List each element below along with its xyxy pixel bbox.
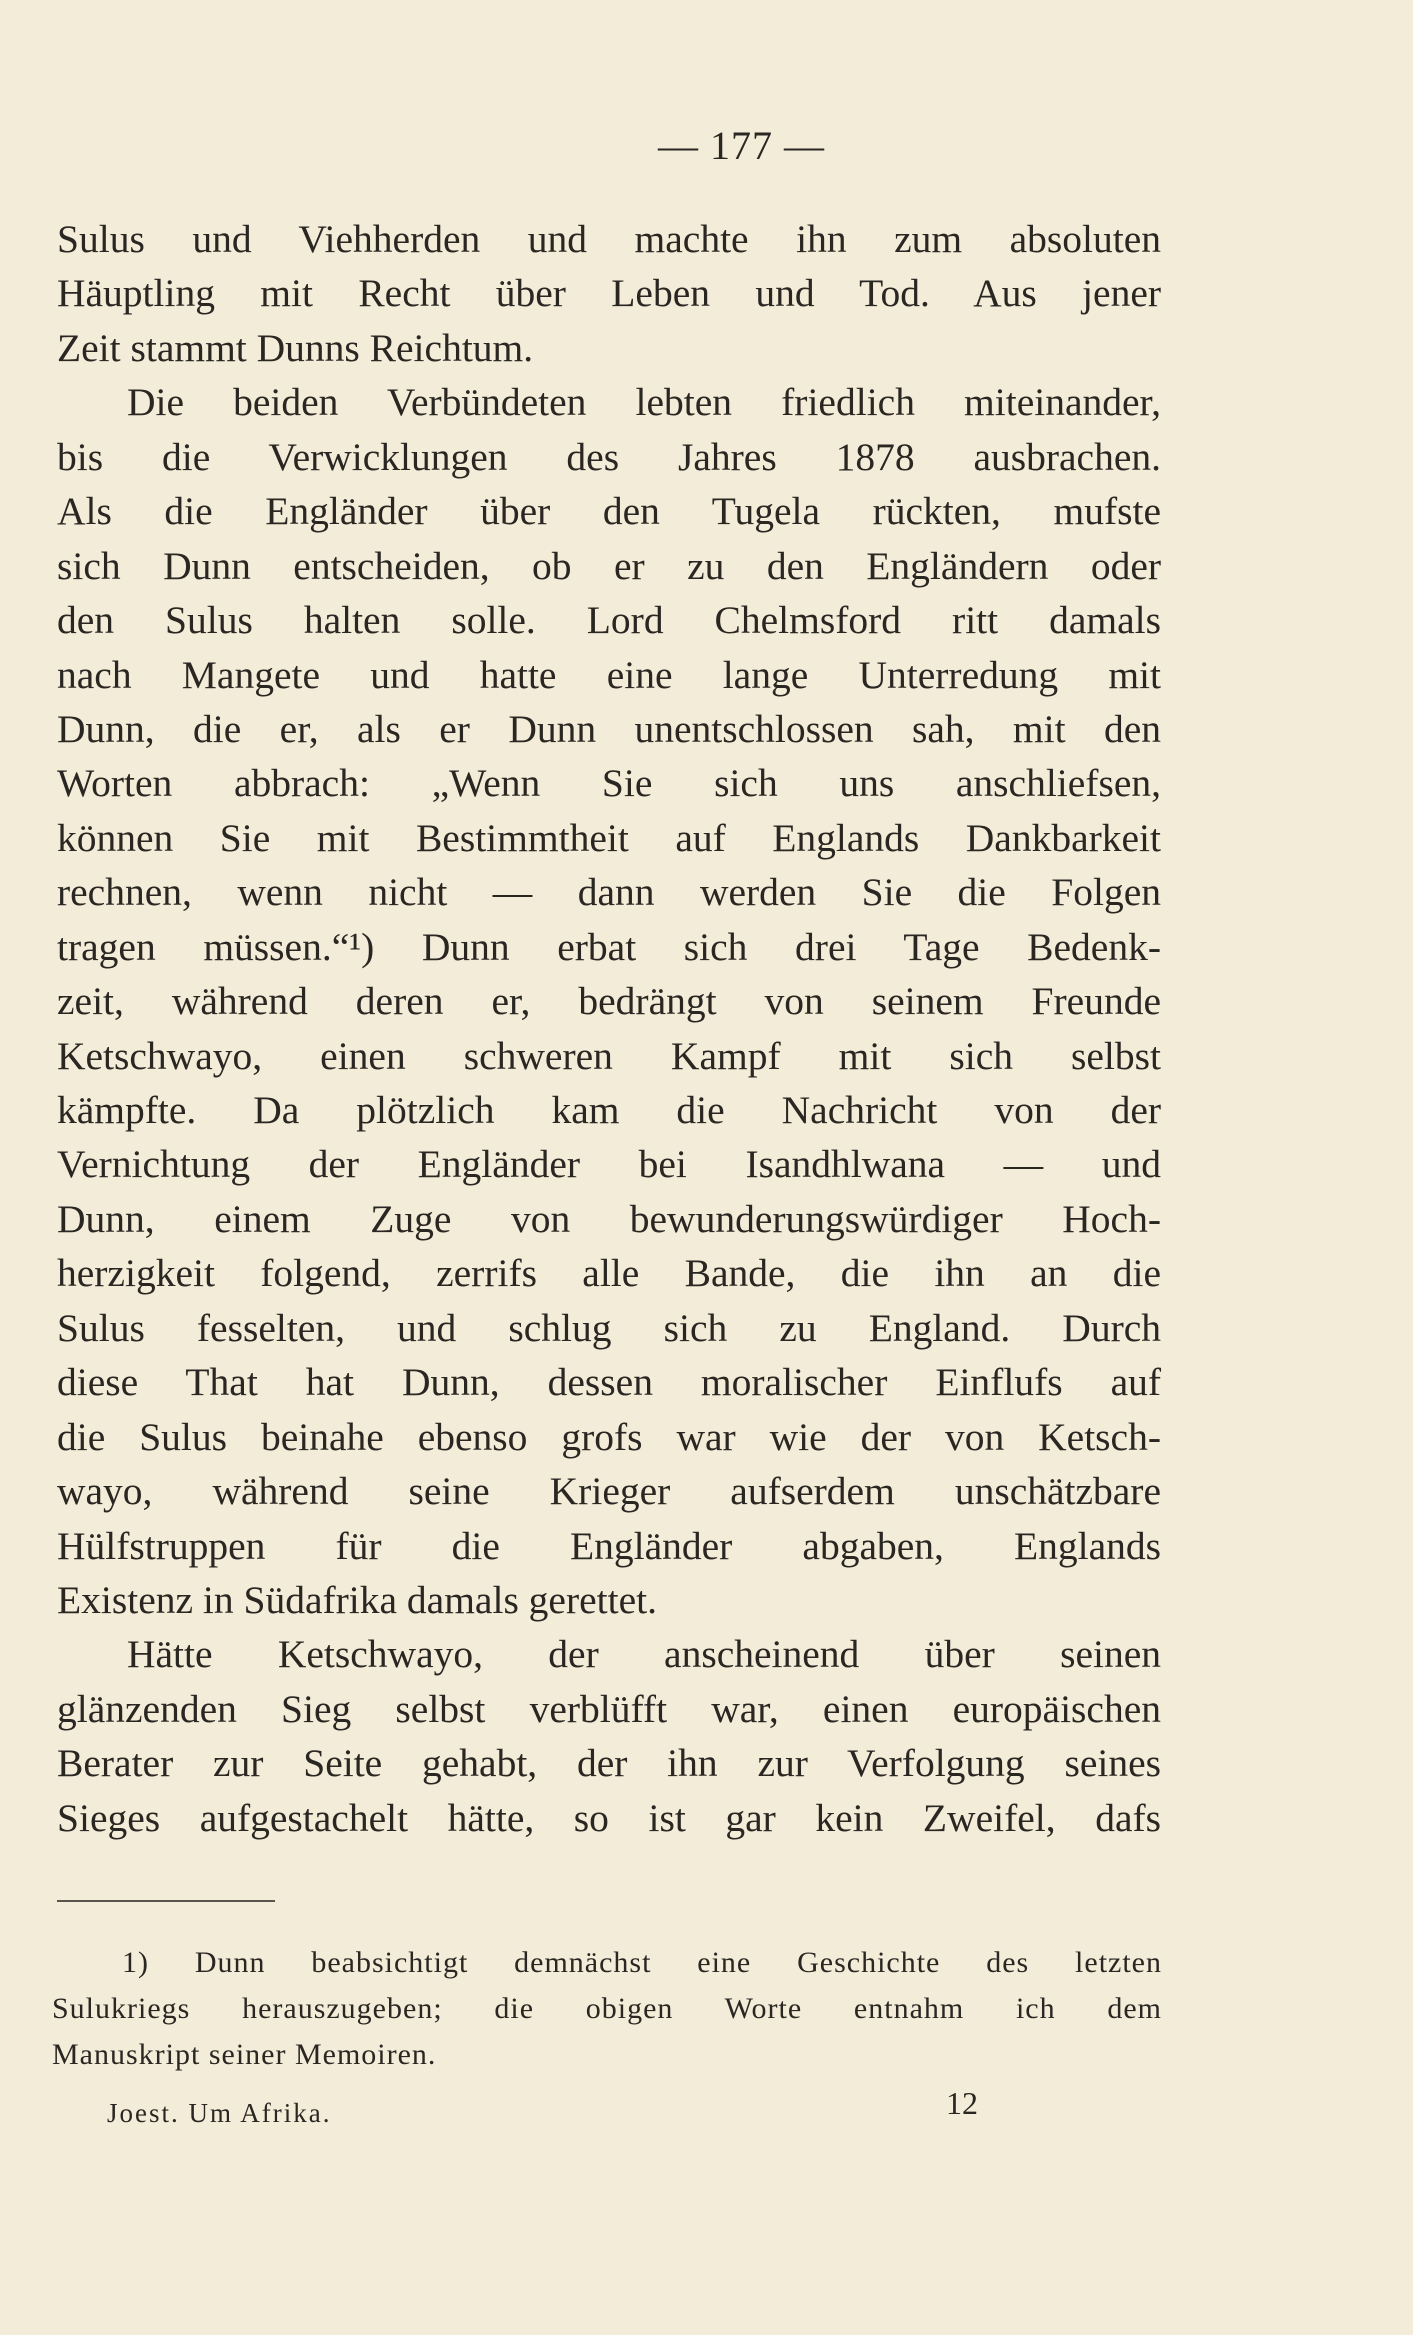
footnote-line: Sulukriegs herauszugeben; die obigen Worte entnahm ich dem bbox=[52, 1992, 1162, 2025]
text-line: Existenz in Südafrika damals gerettet. bbox=[57, 1577, 657, 1622]
text-line: können Sie mit Bestimmtheit auf Englands Dankbarkeit bbox=[57, 815, 1161, 860]
text-line: Sieges aufgestachelt hätte, so ist gar kein Zweifel, dafs bbox=[57, 1795, 1161, 1840]
text-line: Sulus und Viehherden und machte ihn zum absoluten bbox=[57, 217, 1161, 261]
text-line: Berater zur Seite gehabt, der ihn zur Verfolgung seines bbox=[57, 1741, 1161, 1786]
text-line: sich Dunn entscheiden, ob er zu den Engländern oder bbox=[57, 543, 1161, 588]
text-line: Hätte Ketschwayo, der anscheinend über seinen bbox=[127, 1632, 1161, 1677]
footnote-divider bbox=[57, 1900, 275, 1902]
text-line: Worten abbrach: „Wenn Sie sich uns anschliefsen, bbox=[57, 761, 1161, 806]
text-line: Sulus fesselten, und schlug sich zu England. Durch bbox=[57, 1305, 1161, 1350]
text-line: Als die Engländer über den Tugela rückten, mufste bbox=[57, 489, 1161, 534]
text-line: tragen müssen.“¹) Dunn erbat sich drei Tage Bedenk- bbox=[57, 924, 1161, 969]
footnotes bbox=[52, 1940, 1162, 2078]
sheet-number: 12 bbox=[946, 2085, 978, 2121]
text-line: die Sulus beinahe ebenso grofs war wie der von Ketsch- bbox=[57, 1414, 1161, 1459]
text-line: Vernichtung der Engländer bei Isandhlwana — und bbox=[57, 1142, 1161, 1187]
text-line: Ketschwayo, einen schweren Kampf mit sich selbst bbox=[57, 1033, 1161, 1078]
footnote-line: Manuskript seiner Memoiren. bbox=[52, 2038, 437, 2071]
text-line: Dunn, die er, als er Dunn unentschlossen sah, mit den bbox=[57, 706, 1161, 751]
text-line: den Sulus halten solle. Lord Chelmsford ritt damals bbox=[57, 598, 1161, 643]
text-line: herzigkeit folgend, zerrifs alle Bande, die ihn an die bbox=[57, 1251, 1161, 1296]
signature-mark: Joest. Um Afrika. bbox=[107, 2098, 332, 2128]
text-line: Dunn, einem Zuge von bewunderungswürdiger Hoch- bbox=[57, 1196, 1161, 1241]
text-line: diese That hat Dunn, dessen moralischer Einflufs auf bbox=[57, 1360, 1161, 1405]
body-text bbox=[57, 212, 1161, 1845]
page-number: — 177 — bbox=[658, 123, 825, 168]
footnote-line: 1) Dunn beabsichtigt demnächst eine Geschichte des letzten bbox=[122, 1946, 1162, 1979]
text-line: kämpfte. Da plötzlich kam die Nachricht von der bbox=[57, 1088, 1161, 1132]
text-line: wayo, während seine Krieger aufserdem unschätzbare bbox=[57, 1469, 1161, 1514]
text-line: nach Mangete und hatte eine lange Unterredung mit bbox=[57, 652, 1161, 697]
text-line: rechnen, wenn nicht — dann werden Sie die Folgen bbox=[57, 870, 1161, 915]
text-line: Zeit stammt Dunns Reichtum. bbox=[57, 325, 534, 370]
text-line: zeit, während deren er, bedrängt von seinem Freunde bbox=[57, 979, 1161, 1024]
text-line: glänzenden Sieg selbst verblüfft war, einen europäischen bbox=[57, 1686, 1161, 1731]
text-line: Hülfstruppen für die Engländer abgaben, Englands bbox=[57, 1523, 1161, 1568]
text-line: Häuptling mit Recht über Leben und Tod. Aus jener bbox=[57, 271, 1161, 316]
text-line: bis die Verwicklungen des Jahres 1878 ausbrachen. bbox=[57, 434, 1161, 479]
text-line: Die beiden Verbündeten lebten friedlich miteinander, bbox=[127, 380, 1161, 425]
